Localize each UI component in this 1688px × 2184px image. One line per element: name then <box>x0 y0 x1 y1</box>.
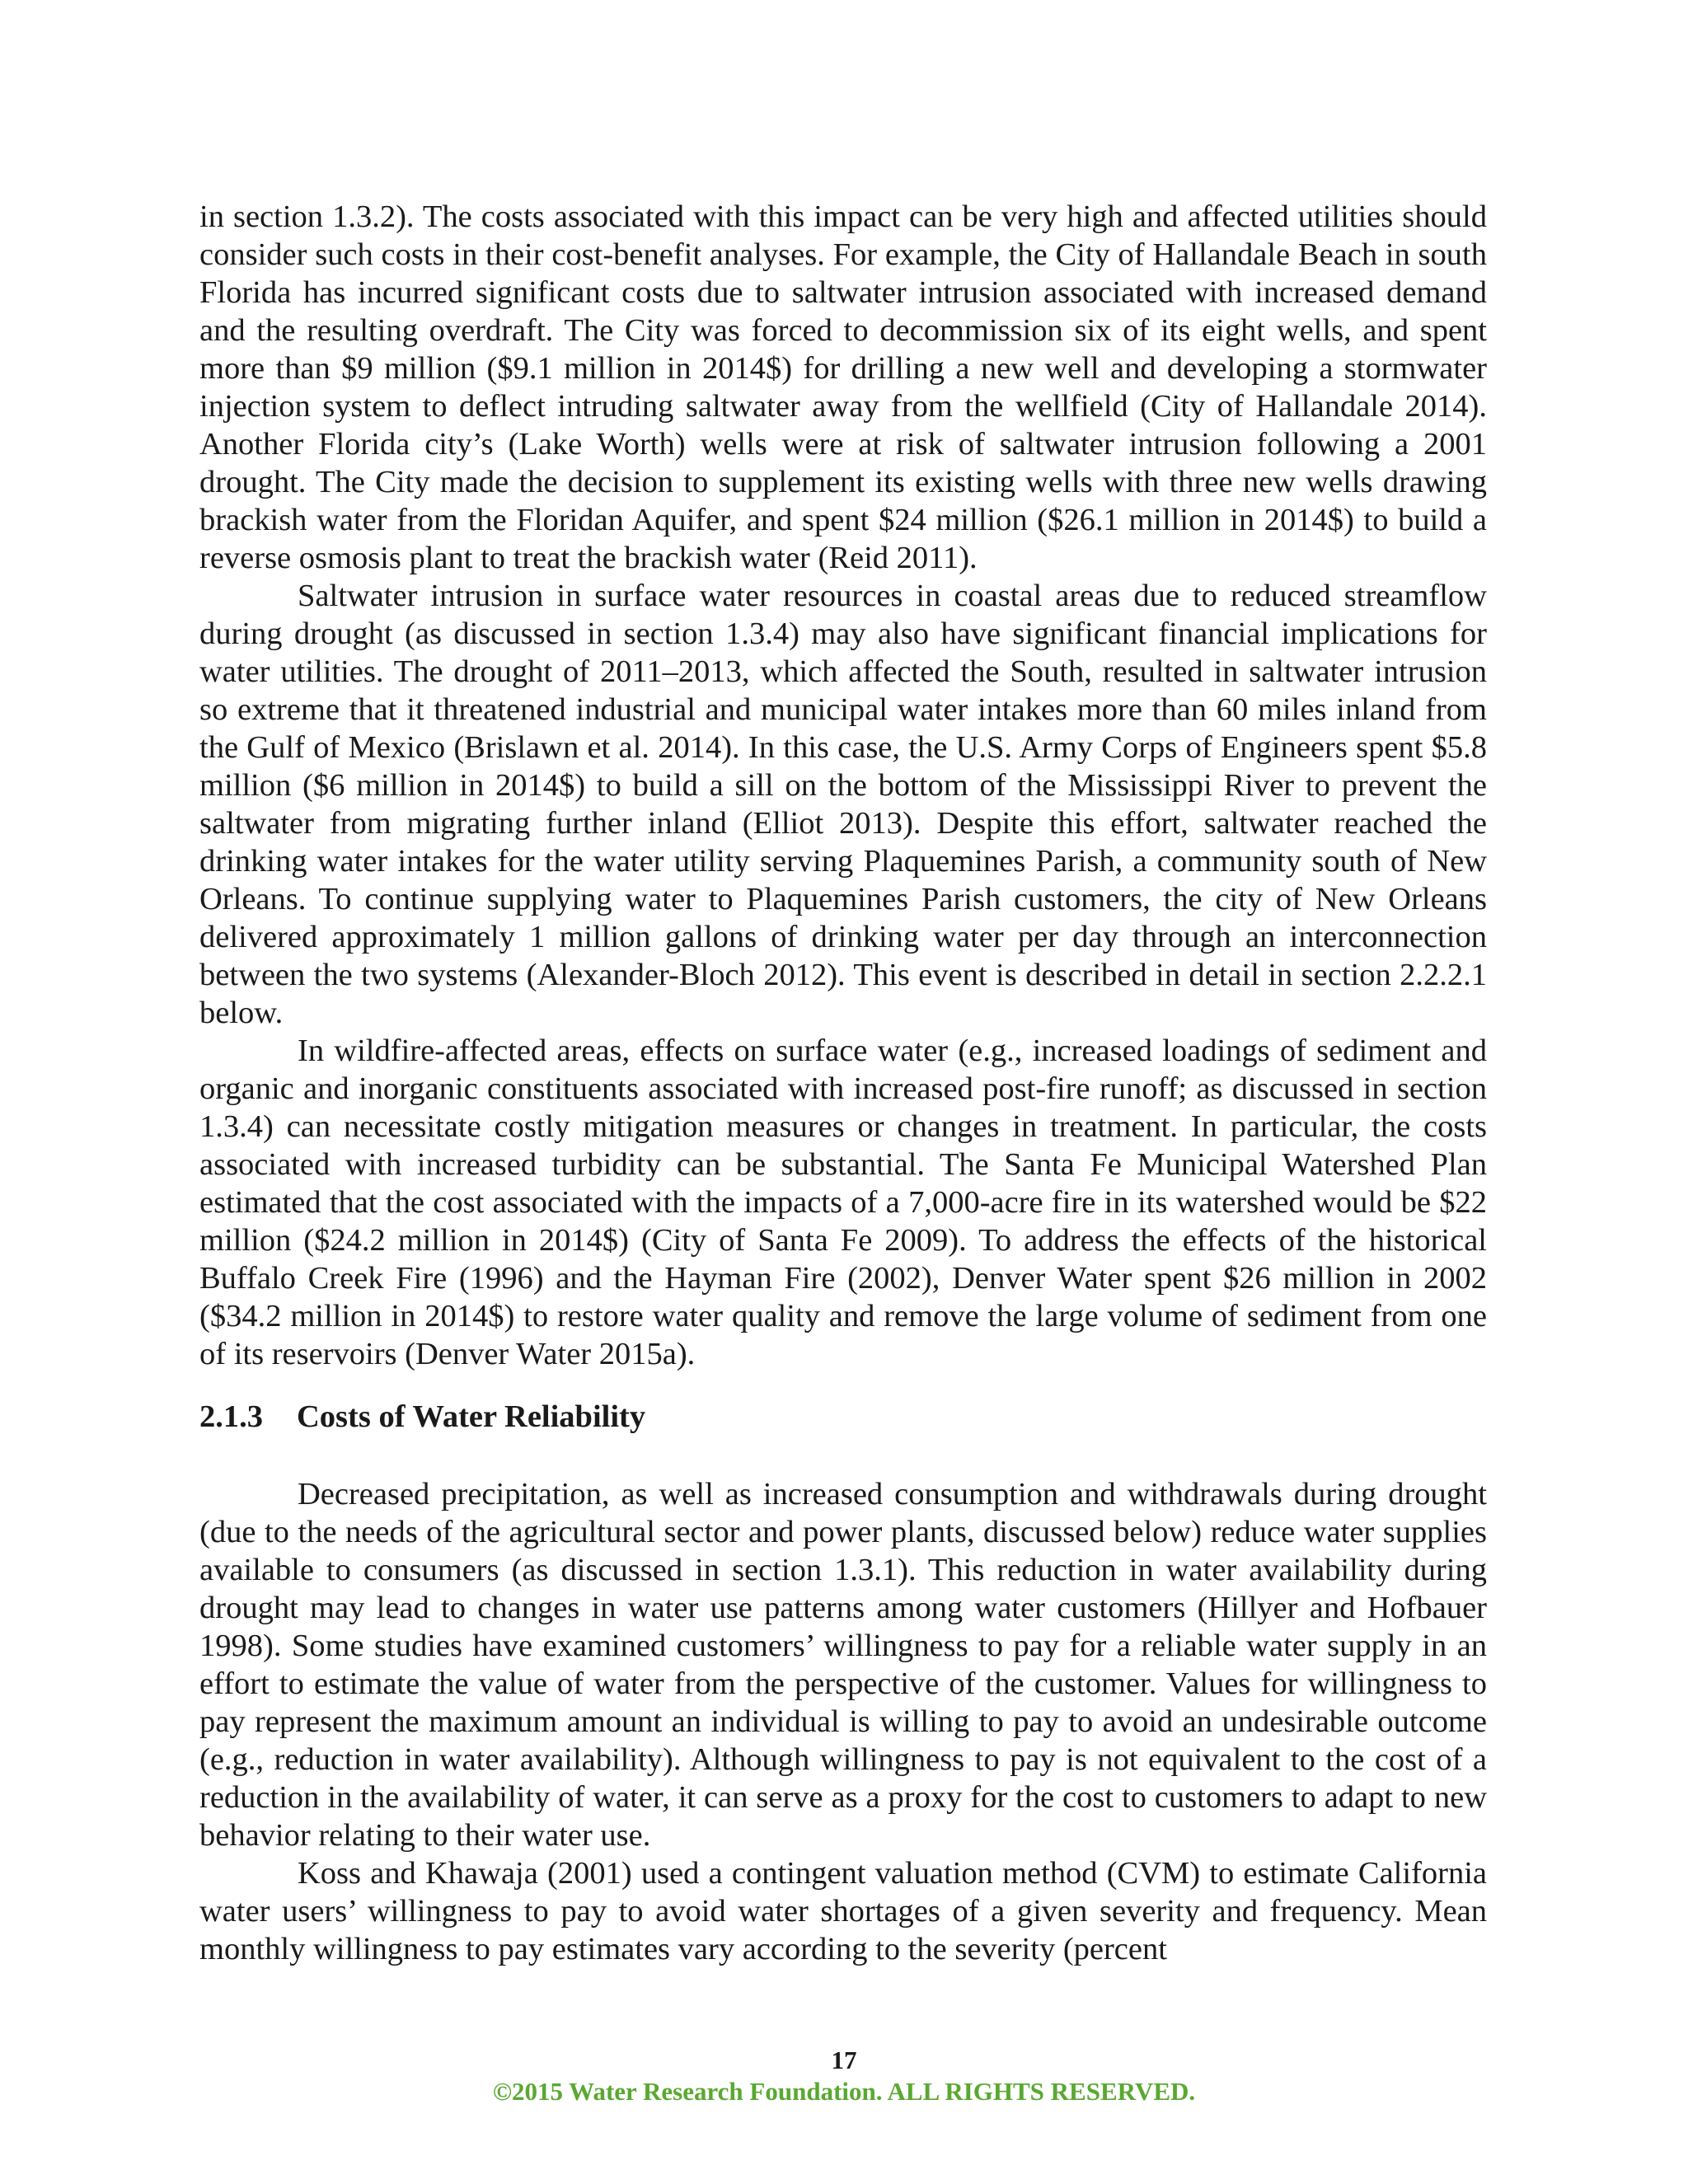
paragraph-wildfire: In wildfire-affected areas, effects on surface water (e.g., increased loadings of sediment and organic and inorganic constituents associated with increased post-fire runoff; as discussed in section 1.3.4) can necessitate costly mitigation measures or changes in treatment. In particular, the costs associated with increased turbidity can be substantial. The Santa Fe Municipal Watershed Plan estimated that the cost associated with the impacts of a 7,000-acre fire in its watershed would be $22 million ($24.2 million in 2014$) (City of Santa Fe 2009). To address the effects of the historical Buffalo Creek Fire (1996) and the Hayman Fire (2002), Denver Water spent $26 million in 2002 ($34.2 million in 2014$) to restore water quality and remove the large volume of sediment from one of its reservoirs (Denver Water 2015a). <box>199 1033 1487 1371</box>
section-heading <box>199 1398 1487 1436</box>
section-title: Costs of Water Reliability <box>297 1399 646 1434</box>
page-number: 17 <box>831 2046 857 2074</box>
document-body <box>199 198 1487 1968</box>
paragraph-saltwater-surface: Saltwater intrusion in surface water resources in coastal areas due to reduced streamflow during drought (as discussed in section 1.3.4) may also have significant financial implications for water utilities. The drought of 2011–2013, which affected the South, resulted in saltwater intrusion so extreme that it threatened industrial and municipal water intakes more than 60 miles inland from the Gulf of Mexico (Brislawn et al. 2014). In this case, the U.S. Army Corps of Engineers spent $5.8 million ($6 million in 2014$) to build a sill on the bottom of the Mississippi River to prevent the saltwater from migrating further inland (Elliot 2013). Despite this effort, saltwater reached the drinking water intakes for the water utility serving Plaquemines Parish, a community south of New Orleans. To continue supplying water to Plaquemines Parish customers, the city of New Orleans delivered approximately 1 million gallons of drinking water per day through an interconnection between the two systems (Alexander-Bloch 2012). This event is described in detail in section 2.2.2.1 below. <box>199 579 1487 1030</box>
section-number: 2.1.3 <box>199 1399 263 1434</box>
paragraph-water-reliability: Decreased precipitation, as well as increased consumption and withdrawals during drought (due to the needs of the agricultural sector and power plants, discussed below) reduce water supplies available to consumers (as discussed in section 1.3.1). This reduction in water availability during drought may lead to changes in water use patterns among water customers (Hillyer and Hofbauer 1998). Some studies have examined customers’ willingness to pay for a reliable water supply in an effort to estimate the value of water from the perspective of the customer. Values for willingness to pay represent the maximum amount an individual is willing to pay to avoid an undesirable outcome (e.g., reduction in water availability). Although willingness to pay is not equivalent to the cost of a reduction in the availability of water, it can serve as a proxy for the cost to customers to adapt to new behavior relating to their water use. <box>199 1477 1487 1853</box>
heading-spacer <box>199 1436 1487 1475</box>
paragraph-koss-khawaja: Koss and Khawaja (2001) used a contingent valuation method (CVM) to estimate California water users’ willingness to pay to avoid water shortages of a given severity and frequency. Mean monthly willingness to pay estimates vary according to the severity (percent <box>199 1856 1487 1966</box>
paragraph-continuation: in section 1.3.2). The costs associated with this impact can be very high and affected utilities should consider such costs in their cost-benefit analyses. For example, the City of Hallandale Beach in south Florida has incurred significant costs due to saltwater intrusion associated with increased demand and the resulting overdraft. The City was forced to decommission six of its eight wells, and spent more than $9 million ($9.1 million in 2014$) for drilling a new well and developing a stormwater injection system to deflect intruding saltwater away from the wellfield (City of Hallandale 2014). Another Florida city’s (Lake Worth) wells were at risk of saltwater intrusion following a 2001 drought. The City made the decision to supplement its existing wells with three new wells drawing brackish water from the Floridan Aquifer, and spent $24 million ($26.1 million in 2014$) to build a reverse osmosis plant to treat the brackish water (Reid 2011). <box>199 199 1487 575</box>
copyright-notice: ©2015 Water Research Foundation. ALL RIGHTS RESERVED. <box>492 2077 1196 2106</box>
